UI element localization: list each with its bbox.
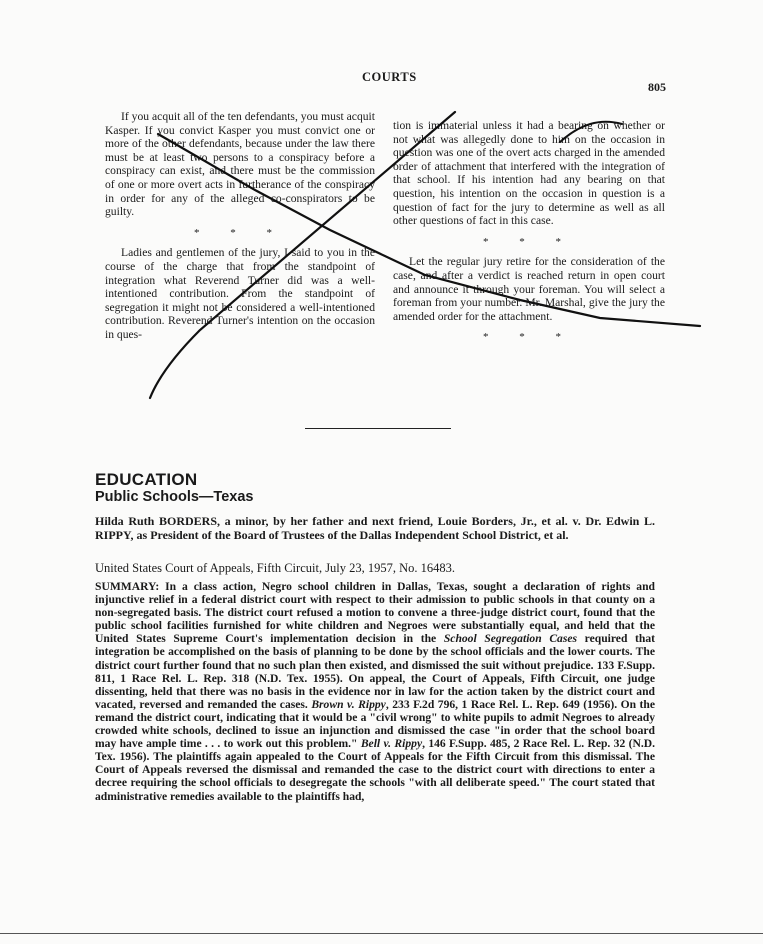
- summary-text-2: required that integration be accomplished on the basis of planning to be done by the school officials and the lower courts. The district court further found that no such plan then existed, and dismissed the suit without prejudice. 133 F.Supp. 811, 1 Race Rel. L. Rep. 318 (N.D. Tex. 1955). On appeal, the Court of Appeals, Fifth Circuit, one judge dissenting, held that there was no basis in the evidence nor in law for the action taken by the district court and vacated, reversed and remanded the cases.: [95, 632, 655, 711]
- section-break-stars: * * *: [483, 331, 575, 344]
- case-title: Hilda Ruth BORDERS, a minor, by her father and next friend, Louie Borders, Jr., et al. v. Dr. Edwin L. RIPPY, as President of the Board of Trustees of the Dallas Independent School District, et al.: [95, 514, 655, 542]
- page-number: 805: [648, 80, 666, 94]
- summary-case-name-3: Bell v. Rippy: [360, 737, 423, 751]
- left-paragraph-2: Ladies and gentlemen of the jury, I said to you in the course of the charge that from the standpoint of integration what Reverend Turner did was a well-intentioned contribution. From the standpoint of segregation it might not be considered a well-intentioned contribution. Reverend Turner's intention on the occasion in ques-: [105, 246, 375, 341]
- summary-case-name-1: School Segregation Cases: [443, 632, 578, 646]
- section-break-stars: * * *: [194, 226, 286, 239]
- section-title: EDUCATION: [95, 470, 198, 489]
- summary-text-3: , 233 F.2d 796, 1 Race Rel. L. Rep. 649 (1956). On the remand the district court, indicating that it would be a "civil wrong" to white pupils to admit Negroes to already crowded white schools, declined to issue an injunction and dismissed the case "in order that the school board may have ample time . . . to work out this problem.": [95, 697, 656, 751]
- summary-case-name-2: Brown v. Rippy: [311, 697, 386, 711]
- section-subtitle: Public Schools—Texas: [95, 489, 254, 505]
- section-divider: [305, 428, 451, 429]
- case-summary: [95, 580, 655, 803]
- summary-text-1: In a class action, Negro school children in Dallas, Texas, sought a declaration of rights and injunctive relief in a federal district court with respect to their admission to public schools in that county on a non-segregated basis. The district court refused a motion to convene a three-judge district court, found that the public school facilities furnished for white children and Negroes were substantially equal, and held that the United States Supreme Court's implementation decision in the: [95, 580, 655, 646]
- section-break-stars: * * *: [483, 235, 575, 248]
- scan-edge-line: [0, 933, 763, 934]
- summary-text-4: , 146 F.Supp. 485, 2 Race Rel. L. Rep. 32 (N.D. Tex. 1956). The plaintiffs again appealed to the Court of Appeals for the Fifth Circuit from this dismissal. The Court of Appeals reversed the dismissal and remanded the case to the district court with directions to enter a decree requiring the school officials to desegregate the schools "with all deliberate speed." The court stated that administrative remedies available to the plaintiffs had,: [95, 737, 655, 803]
- left-paragraph-1: If you acquit all of the ten defendants, you must acquit Kasper. If you convict Kasper you must convict one or more of the other defendants, because under the law there must be at least two persons to a conspiracy before a conspiracy can exist, and there must be the commission of one or more overt acts in furtherance of the conspiracy in order for any of the alleged co-conspirators to be guilty.: [105, 110, 375, 219]
- right-paragraph-1: tion is immaterial unless it had a bearing on whether or not what was allegedly done to him on the occasion in question was one of the overt acts charged in the amended order of attachment that interfered with the integration of that school. If his intention had any bearing on that question, his intention on the occasion in question is a question of fact for the jury to determine as well as all other questions of fact in this case.: [393, 119, 665, 228]
- court-citation: United States Court of Appeals, Fifth Circuit, July 23, 1957, No. 16483.: [95, 561, 456, 575]
- summary-label: SUMMARY:: [95, 580, 160, 593]
- right-paragraph-2: Let the regular jury retire for the consideration of the case, and after a verdict is reached return in open court and announce it through your foreman. You will select a foreman from your number. Mr. Marshal, give the jury the amended order for the attachment.: [393, 255, 665, 323]
- running-title: COURTS: [362, 70, 417, 84]
